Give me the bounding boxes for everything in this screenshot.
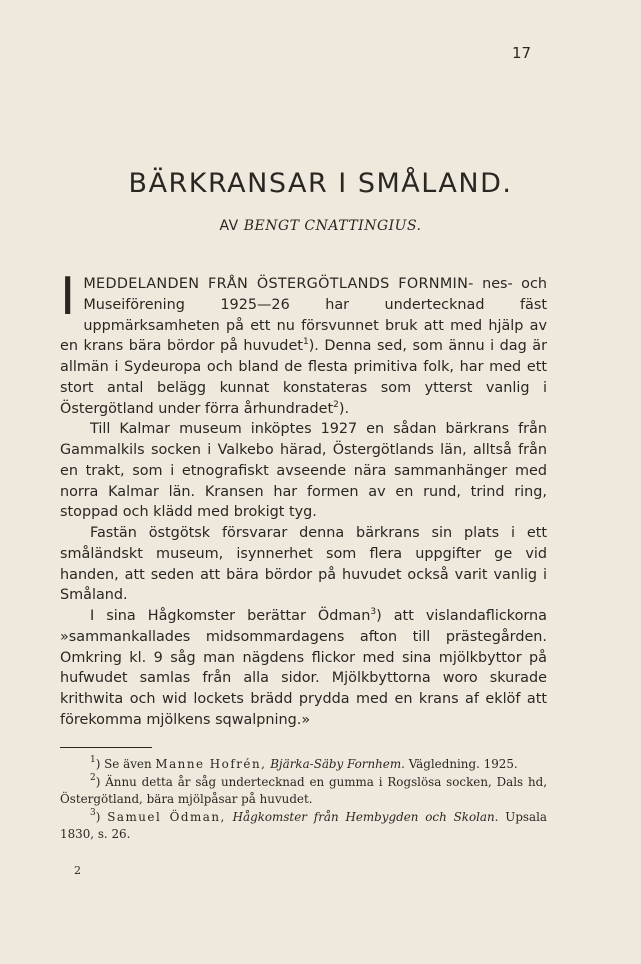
footnote-1-post: Vägledning. 1925. (408, 757, 518, 771)
article-body (60, 267, 548, 731)
byline (0, 218, 641, 234)
footnote-3-marker: 3 (90, 807, 96, 818)
footnote-3-post: Upsala 1830, s. 26. (60, 809, 548, 841)
article-title: BÄRKRANSAR I SMÅLAND. (128, 168, 513, 199)
footnote-3-author: Samuel Ödman, (107, 809, 226, 824)
footnote-ref-2: 2 (333, 399, 339, 410)
footnote-ref-1: 1 (302, 337, 309, 348)
paragraph-2: Till Kalmar museum inköptes 1927 en sådan bärkrans från Gammalkils socken i Valkebo härad, Östergötlands län, alltså från en trakt, som i etnografiskt avseende nära sammanhänger med norra Kalmar län. Kransen har formen av en rund, trind ring, stoppad och klädd med brokigt tyg. (60, 421, 547, 521)
paragraph-1-text-a: nes- och Museiförening 1925—26 har undertecknad fäst uppmärksamheten på ett nu försvunnet bruk att med hjälp av en krans bära bördor på huvudet (60, 276, 548, 355)
drop-cap: I (60, 267, 76, 327)
footnote-1-marker: 1 (90, 755, 96, 765)
footnote-2-text: ) Ännu detta år såg undertecknad en gumma i Rogslösa socken, Dals hd, Östergötland, bära mjölpåsar på huvudet. (60, 774, 547, 806)
footnote-2 (60, 774, 547, 809)
paragraph-4-text-a: I sina Hågkomster berättar Ödman (90, 608, 371, 624)
footnote-3-title: Hågkomster från Hembygden och Skolan. (232, 809, 499, 824)
footnote-1-pre: ) Se även (95, 757, 152, 771)
paragraph-4-text-b: ) att vislandaflickorna »sammankallades midsommardagens afton till prästegården. Omkring kl. 9 såg man nägdens flickor med sina mjölkbyttor på hufwudet samlas från alla sidor. Mjölkbyttorna woro skurade krithwita och wid lockets brädd prydda med en krans af eklöf att förekomma mjölkens sqwalpning.» (60, 608, 547, 728)
footnote-divider (60, 747, 152, 748)
footnote-ref-3: 3 (370, 607, 377, 617)
paragraph-4 (60, 606, 547, 731)
page-number: 17 (512, 44, 532, 62)
footnote-3 (60, 809, 547, 844)
paragraph-1-text-c: ). (338, 400, 350, 417)
footnote-1-title: Bjärka-Säby Fornhem. (270, 757, 405, 771)
byline-author: BENGT CNATTINGIUS. (243, 218, 422, 234)
footnote-1 (60, 756, 547, 774)
paragraph-1-caps: MEDDELANDEN FRÅN ÖSTERGÖTLANDS FORNMIN- (83, 276, 474, 292)
footnote-1-author: Manne Hofrén, (155, 757, 267, 771)
signature-mark: 2 (74, 864, 81, 877)
paragraph-3: Fastän östgötsk försvarar denna bärkrans sin plats i ett småländskt museum, isynnerhet som flera uppgifter ge vid handen, att seden att bära bördor på huvudet också varit vanlig i Småland. (60, 525, 547, 604)
footnote-2-marker: 2 (90, 772, 96, 783)
footnotes (60, 756, 547, 844)
paragraph-1 (60, 267, 548, 419)
paragraph-1-text-b: ). Denna sed, som ännu i dag är allmän i Sydeuropa och bland de flesta primitiva folk, har med ett stort antal belägg kunnat konstateras som ytterst vanlig i Östergötland under förra århundradet (60, 338, 547, 417)
footnote-3-pre: ) (95, 809, 101, 824)
byline-prefix: AV (219, 218, 239, 234)
